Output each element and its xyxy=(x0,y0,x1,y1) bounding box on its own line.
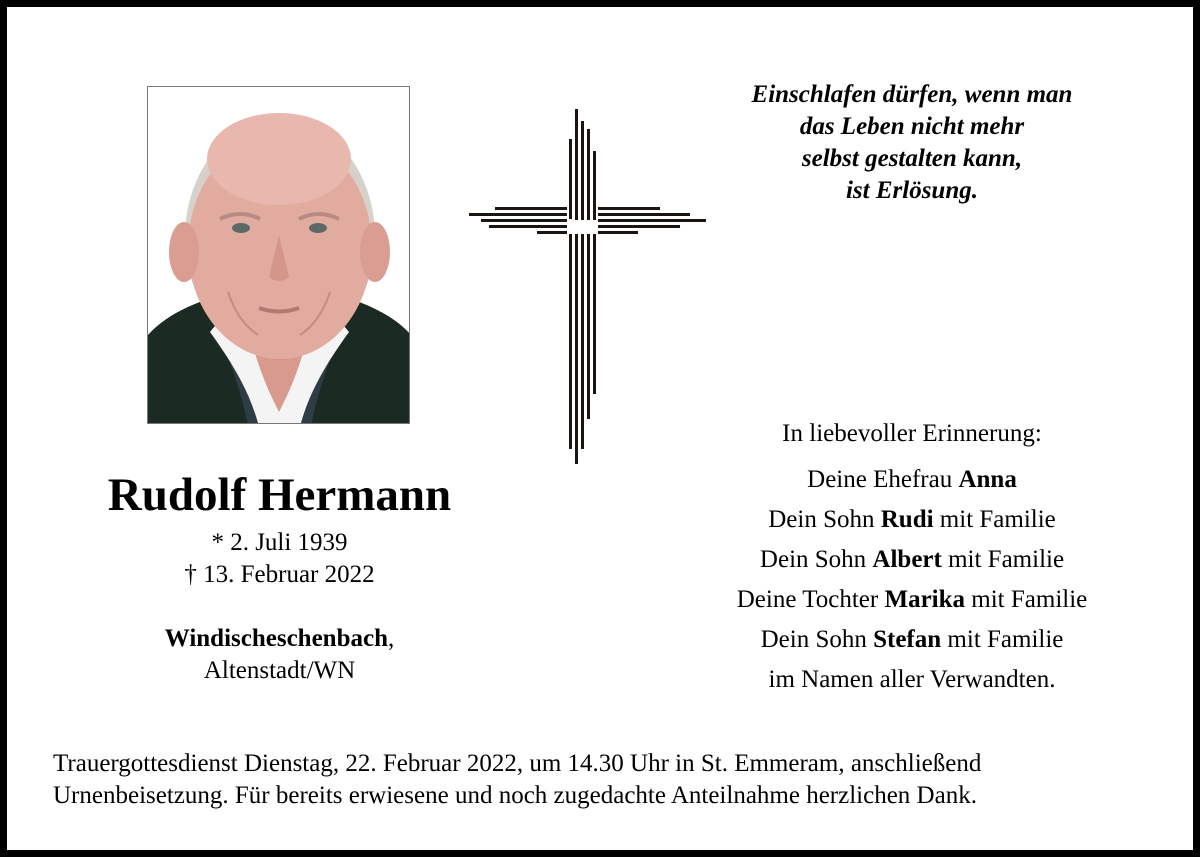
quote-line: ist Erlösung. xyxy=(845,177,978,204)
memory-intro: In liebevoller Erinnerung: xyxy=(782,420,1042,447)
mourner-suffix: mit Familie xyxy=(941,546,1065,573)
portrait-photo xyxy=(147,86,410,424)
residence-town: Windischeschenbach xyxy=(164,625,388,652)
mourner-line xyxy=(667,540,1157,580)
mourner-relation: Dein Sohn xyxy=(768,506,881,533)
mourner-name: Albert xyxy=(872,546,942,573)
mourner-suffix: mit Familie xyxy=(933,506,1056,533)
quote-line: Einschlafen dürfen, wenn man xyxy=(751,81,1073,108)
mourner-line xyxy=(667,620,1157,660)
mourner-relation: Deine Tochter xyxy=(736,586,885,613)
mourner-line xyxy=(667,580,1157,620)
service-notice xyxy=(53,748,1168,812)
residence-district: Altenstadt/WN xyxy=(203,657,356,684)
life-dates xyxy=(47,527,512,591)
portrait-image xyxy=(148,87,410,424)
mourner-line xyxy=(667,500,1157,540)
mourner-suffix: mit Familie xyxy=(965,586,1088,613)
deceased-name: Rudolf Hermann xyxy=(107,469,452,521)
mourner-name: Anna xyxy=(958,466,1017,493)
quote-block xyxy=(667,79,1157,207)
quote-line: selbst gestalten kann, xyxy=(801,145,1023,172)
mourner-relation: Dein Sohn xyxy=(760,626,874,653)
mourner-suffix: mit Familie xyxy=(941,626,1064,653)
mourner-name: Marika xyxy=(884,586,966,613)
mourner-relation: Dein Sohn xyxy=(759,546,873,573)
residence-comma: , xyxy=(387,625,395,652)
mourner-name: Rudi xyxy=(880,506,934,533)
service-line: Trauergottesdienst Dienstag, 22. Februar 2022, um 14.30 Uhr in St. Emmeram, anschließend xyxy=(53,750,982,777)
residence xyxy=(47,623,512,687)
memory-closing: im Namen aller Verwandten. xyxy=(768,666,1056,693)
service-line: Urnenbeisetzung. Für bereits erwiesene und noch zugedachte Anteilnahme herzlichen Dank. xyxy=(53,782,977,809)
mourner-line xyxy=(667,460,1157,500)
quote-line: das Leben nicht mehr xyxy=(799,113,1025,140)
mourners-block xyxy=(667,414,1157,700)
mourner-name: Stefan xyxy=(873,626,942,653)
birth-date: * 2. Juli 1939 xyxy=(211,529,348,556)
residence-line xyxy=(47,623,512,655)
mourner-relation: Deine Ehefrau xyxy=(807,466,959,493)
death-date: † 13. Februar 2022 xyxy=(184,561,375,588)
